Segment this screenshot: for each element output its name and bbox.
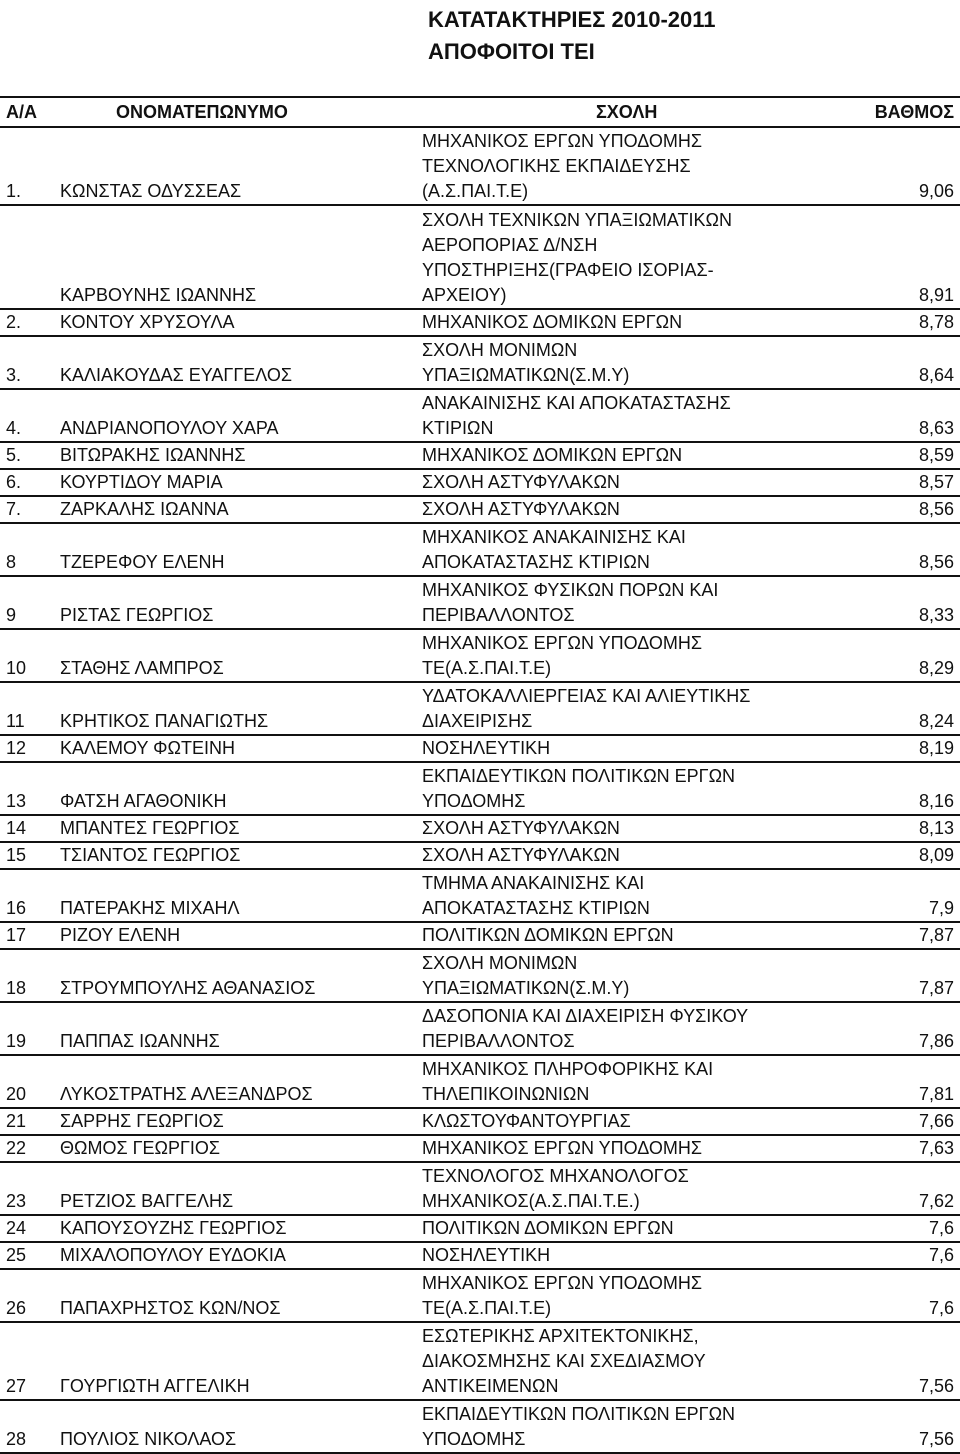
- row-number: 7.: [0, 496, 56, 523]
- school-name: ΠΟΛΙΤΙΚΩΝ ΔΟΜΙΚΩΝ ΕΡΓΩΝ: [418, 922, 873, 949]
- row-number: 19: [0, 1002, 56, 1055]
- rankings-table: [0, 96, 960, 1454]
- table-row: [0, 1242, 960, 1269]
- row-number: 8: [0, 523, 56, 576]
- grade-value: 8,91: [873, 205, 960, 309]
- row-number: 24: [0, 1215, 56, 1242]
- grade-value: 7,6: [873, 1269, 960, 1322]
- school-name: ΤΜΗΜΑ ΑΝΑΚΑΙΝΙΣΗΣ ΚΑΙ ΑΠΟΚΑΤΑΣΤΑΣΗΣ ΚΤΙΡΙΩΝ: [418, 869, 873, 922]
- school-name: ΣΧΟΛΗ ΜΟΝΙΜΩΝ ΥΠΑΞΙΩΜΑΤΙΚΩΝ(Σ.Μ.Υ): [418, 336, 873, 389]
- student-name: ΣΤΡΟΥΜΠΟΥΛΗΣ ΑΘΑΝΑΣΙΟΣ: [56, 949, 418, 1002]
- row-number: 11: [0, 682, 56, 735]
- row-number: 1.: [0, 127, 56, 205]
- table-row: [0, 1002, 960, 1055]
- grade-value: 8,59: [873, 442, 960, 469]
- table-row: [0, 576, 960, 629]
- row-number: 9: [0, 576, 56, 629]
- grade-value: 8,16: [873, 762, 960, 815]
- row-number: 22: [0, 1135, 56, 1162]
- row-number: 28: [0, 1400, 56, 1453]
- grade-value: 9,06: [873, 127, 960, 205]
- student-name: ΣΑΡΡΗΣ ΓΕΩΡΓΙΟΣ: [56, 1108, 418, 1135]
- grade-value: 7,6: [873, 1242, 960, 1269]
- row-number: 15: [0, 842, 56, 869]
- grade-value: 8,78: [873, 309, 960, 336]
- grade-value: 7,81: [873, 1055, 960, 1108]
- school-name: ΜΗΧΑΝΙΚΟΣ ΕΡΓΩΝ ΥΠΟΔΟΜΗΣ ΤΕ(Α.Σ.ΠΑΙ.Τ.Ε): [418, 1269, 873, 1322]
- table-row: [0, 682, 960, 735]
- school-name: ΣΧΟΛΗ ΤΕΧΝΙΚΩΝ ΥΠΑΞΙΩΜΑΤΙΚΩΝ ΑΕΡΟΠΟΡΙΑΣ Δ/ΝΣΗ ΥΠΟΣΤΗΡΙΞΗΣ(ΓΡΑΦΕΙΟ ΙΣΟΡΙΑΣ- ΑΡΧΕΙΟΥ): [418, 205, 873, 309]
- student-name: ΠΑΠΑΧΡΗΣΤΟΣ ΚΩΝ/ΝΟΣ: [56, 1269, 418, 1322]
- student-name: ΚΑΛΕΜΟΥ ΦΩΤΕΙΝΗ: [56, 735, 418, 762]
- student-name: ΚΑΛΙΑΚΟΥΔΑΣ ΕΥΑΓΓΕΛΟΣ: [56, 336, 418, 389]
- row-number: 26: [0, 1269, 56, 1322]
- grade-value: 7,66: [873, 1108, 960, 1135]
- school-name: ΚΛΩΣΤΟΥΦΑΝΤΟΥΡΓΙΑΣ: [418, 1108, 873, 1135]
- row-number: [0, 205, 56, 309]
- row-number: 21: [0, 1108, 56, 1135]
- student-name: ΦΑΤΣΗ ΑΓΑΘΟΝΙΚΗ: [56, 762, 418, 815]
- table-row: [0, 762, 960, 815]
- row-number: 5.: [0, 442, 56, 469]
- grade-value: 7,62: [873, 1162, 960, 1215]
- student-name: ΚΟΝΤΟΥ ΧΡΥΣΟΥΛΑ: [56, 309, 418, 336]
- school-name: ΥΔΑΤΟΚΑΛΛΙΕΡΓΕΙΑΣ ΚΑΙ ΑΛΙΕΥΤΙΚΗΣ ΔΙΑΧΕΙΡΙΣΗΣ: [418, 682, 873, 735]
- student-name: ΚΩΝΣΤΑΣ ΟΔΥΣΣΕΑΣ: [56, 127, 418, 205]
- school-name: ΠΟΛΙΤΙΚΩΝ ΔΟΜΙΚΩΝ ΕΡΓΩΝ: [418, 1215, 873, 1242]
- row-number: 16: [0, 869, 56, 922]
- student-name: ΣΤΑΘΗΣ ΛΑΜΠΡΟΣ: [56, 629, 418, 682]
- student-name: ΠΑΠΠΑΣ ΙΩΑΝΝΗΣ: [56, 1002, 418, 1055]
- column-header-school: ΣΧΟΛΗ: [418, 97, 873, 127]
- school-name: ΜΗΧΑΝΙΚΟΣ ΕΡΓΩΝ ΥΠΟΔΟΜΗΣ: [418, 1135, 873, 1162]
- student-name: ΚΑΠΟΥΣΟΥΖΗΣ ΓΕΩΡΓΙΟΣ: [56, 1215, 418, 1242]
- school-name: ΣΧΟΛΗ ΜΟΝΙΜΩΝ ΥΠΑΞΙΩΜΑΤΙΚΩΝ(Σ.Μ.Υ): [418, 949, 873, 1002]
- grade-value: 7,56: [873, 1400, 960, 1453]
- table-row: [0, 629, 960, 682]
- row-number: 13: [0, 762, 56, 815]
- table-header-row: [0, 97, 960, 127]
- student-name: ΖΑΡΚΑΛΗΣ ΙΩΑΝΝΑ: [56, 496, 418, 523]
- student-name: ΡΕΤΖΙΟΣ ΒΑΓΓΕΛΗΣ: [56, 1162, 418, 1215]
- table-row: [0, 922, 960, 949]
- grade-value: 8,33: [873, 576, 960, 629]
- column-header-grade: ΒΑΘΜΟΣ: [873, 97, 960, 127]
- row-number: 2.: [0, 309, 56, 336]
- school-name: ΜΗΧΑΝΙΚΟΣ ΔΟΜΙΚΩΝ ΕΡΓΩΝ: [418, 442, 873, 469]
- student-name: ΛΥΚΟΣΤΡΑΤΗΣ ΑΛΕΞΑΝΔΡΟΣ: [56, 1055, 418, 1108]
- student-name: ΓΟΥΡΓΙΩΤΗ ΑΓΓΕΛΙΚΗ: [56, 1322, 418, 1400]
- student-name: ΑΝΔΡΙΑΝΟΠΟΥΛΟΥ ΧΑΡΑ: [56, 389, 418, 442]
- school-name: ΣΧΟΛΗ ΑΣΤΥΦΥΛΑΚΩΝ: [418, 496, 873, 523]
- row-number: 6.: [0, 469, 56, 496]
- row-number: 17: [0, 922, 56, 949]
- table-row: [0, 1108, 960, 1135]
- grade-value: 8,24: [873, 682, 960, 735]
- table-row: [0, 1215, 960, 1242]
- grade-value: 8,09: [873, 842, 960, 869]
- document-title: ΚΑΤΑΤΑΚΤΗΡΙΕΣ 2010-2011: [428, 7, 716, 32]
- school-name: ΜΗΧΑΝΙΚΟΣ ΠΛΗΡΟΦΟΡΙΚΗΣ ΚΑΙ ΤΗΛΕΠΙΚΟΙΝΩΝΙΩΝ: [418, 1055, 873, 1108]
- grade-value: 8,56: [873, 496, 960, 523]
- table-row: [0, 127, 960, 205]
- column-header-number: Α/Α: [0, 97, 56, 127]
- table-row: [0, 309, 960, 336]
- student-name: ΡΙΖΟΥ ΕΛΕΝΗ: [56, 922, 418, 949]
- student-name: ΠΑΤΕΡΑΚΗΣ ΜΙΧΑΗΛ: [56, 869, 418, 922]
- school-name: ΣΧΟΛΗ ΑΣΤΥΦΥΛΑΚΩΝ: [418, 469, 873, 496]
- table-row: [0, 949, 960, 1002]
- school-name: ΕΣΩΤΕΡΙΚΗΣ ΑΡΧΙΤΕΚΤΟΝΙΚΗΣ, ΔΙΑΚΟΣΜΗΣΗΣ ΚΑΙ ΣΧΕΔΙΑΣΜΟΥ ΑΝΤΙΚΕΙΜΕΝΩΝ: [418, 1322, 873, 1400]
- school-name: ΜΗΧΑΝΙΚΟΣ ΦΥΣΙΚΩΝ ΠΟΡΩΝ ΚΑΙ ΠΕΡΙΒΑΛΛΟΝΤΟΣ: [418, 576, 873, 629]
- table-row: [0, 1322, 960, 1400]
- school-name: ΣΧΟΛΗ ΑΣΤΥΦΥΛΑΚΩΝ: [418, 815, 873, 842]
- grade-value: 8,57: [873, 469, 960, 496]
- grade-value: 8,63: [873, 389, 960, 442]
- school-name: ΕΚΠΑΙΔΕΥΤΙΚΩΝ ΠΟΛΙΤΙΚΩΝ ΕΡΓΩΝ ΥΠΟΔΟΜΗΣ: [418, 762, 873, 815]
- table-row: [0, 442, 960, 469]
- grade-value: 8,64: [873, 336, 960, 389]
- student-name: ΤΣΙΑΝΤΟΣ ΓΕΩΡΓΙΟΣ: [56, 842, 418, 869]
- grade-value: 7,6: [873, 1215, 960, 1242]
- school-name: ΜΗΧΑΝΙΚΟΣ ΕΡΓΩΝ ΥΠΟΔΟΜΗΣ ΤΕ(Α.Σ.ΠΑΙ.Τ.Ε): [418, 629, 873, 682]
- document-subtitle: ΑΠΟΦΟΙΤΟΙ ΤΕΙ: [428, 39, 595, 64]
- row-number: 3.: [0, 336, 56, 389]
- school-name: ΑΝΑΚΑΙΝΙΣΗΣ ΚΑΙ ΑΠΟΚΑΤΑΣΤΑΣΗΣ ΚΤΙΡΙΩΝ: [418, 389, 873, 442]
- table-row: [0, 735, 960, 762]
- row-number: 20: [0, 1055, 56, 1108]
- grade-value: 7,86: [873, 1002, 960, 1055]
- table-row: [0, 496, 960, 523]
- school-name: ΜΗΧΑΝΙΚΟΣ ΑΝΑΚΑΙΝΙΣΗΣ ΚΑΙ ΑΠΟΚΑΤΑΣΤΑΣΗΣ ΚΤΙΡΙΩΝ: [418, 523, 873, 576]
- student-name: ΡΙΣΤΑΣ ΓΕΩΡΓΙΟΣ: [56, 576, 418, 629]
- student-name: ΒΙΤΩΡΑΚΗΣ ΙΩΑΝΝΗΣ: [56, 442, 418, 469]
- student-name: ΜΠΑΝΤΕΣ ΓΕΩΡΓΙΟΣ: [56, 815, 418, 842]
- table-row: [0, 523, 960, 576]
- grade-value: 7,56: [873, 1322, 960, 1400]
- row-number: 18: [0, 949, 56, 1002]
- table-row: [0, 1269, 960, 1322]
- grade-value: 7,87: [873, 922, 960, 949]
- school-name: ΜΗΧΑΝΙΚΟΣ ΔΟΜΙΚΩΝ ΕΡΓΩΝ: [418, 309, 873, 336]
- student-name: ΚΡΗΤΙΚΟΣ ΠΑΝΑΓΙΩΤΗΣ: [56, 682, 418, 735]
- table-row: [0, 336, 960, 389]
- table-row: [0, 1135, 960, 1162]
- table-row: [0, 1055, 960, 1108]
- school-name: ΝΟΣΗΛΕΥΤΙΚΗ: [418, 1242, 873, 1269]
- table-row: [0, 1400, 960, 1453]
- student-name: ΜΙΧΑΛΟΠΟΥΛΟΥ ΕΥΔΟΚΙΑ: [56, 1242, 418, 1269]
- school-name: ΜΗΧΑΝΙΚΟΣ ΕΡΓΩΝ ΥΠΟΔΟΜΗΣ ΤΕΧΝΟΛΟΓΙΚΗΣ ΕΚΠΑΙΔΕΥΣΗΣ (Α.Σ.ΠΑΙ.Τ.Ε): [418, 127, 873, 205]
- school-name: ΔΑΣΟΠΟΝΙΑ ΚΑΙ ΔΙΑΧΕΙΡΙΣΗ ΦΥΣΙΚΟΥ ΠΕΡΙΒΑΛΛΟΝΤΟΣ: [418, 1002, 873, 1055]
- grade-value: 8,19: [873, 735, 960, 762]
- table-row: [0, 389, 960, 442]
- table-row: [0, 469, 960, 496]
- student-name: ΘΩΜΟΣ ΓΕΩΡΓΙΟΣ: [56, 1135, 418, 1162]
- grade-value: 8,29: [873, 629, 960, 682]
- grade-value: 8,13: [873, 815, 960, 842]
- row-number: 25: [0, 1242, 56, 1269]
- school-name: ΤΕΧΝΟΛΟΓΟΣ ΜΗΧΑΝΟΛΟΓΟΣ ΜΗΧΑΝΙΚΟΣ(Α.Σ.ΠΑΙ.Τ.Ε.): [418, 1162, 873, 1215]
- row-number: 4.: [0, 389, 56, 442]
- school-name: ΕΚΠΑΙΔΕΥΤΙΚΩΝ ΠΟΛΙΤΙΚΩΝ ΕΡΓΩΝ ΥΠΟΔΟΜΗΣ: [418, 1400, 873, 1453]
- student-name: ΠΟΥΛΙΟΣ ΝΙΚΟΛΑΟΣ: [56, 1400, 418, 1453]
- table-row: [0, 815, 960, 842]
- student-name: ΤΖΕΡΕΦΟΥ ΕΛΕΝΗ: [56, 523, 418, 576]
- row-number: 27: [0, 1322, 56, 1400]
- row-number: 10: [0, 629, 56, 682]
- grade-value: 7,87: [873, 949, 960, 1002]
- row-number: 23: [0, 1162, 56, 1215]
- table-row: [0, 205, 960, 309]
- column-header-name: ΟΝΟΜΑΤΕΠΩΝΥΜΟ: [56, 97, 418, 127]
- grade-value: 7,63: [873, 1135, 960, 1162]
- grade-value: 7,9: [873, 869, 960, 922]
- table-row: [0, 842, 960, 869]
- grade-value: 8,56: [873, 523, 960, 576]
- table-row: [0, 1162, 960, 1215]
- school-name: ΝΟΣΗΛΕΥΤΙΚΗ: [418, 735, 873, 762]
- table-row: [0, 869, 960, 922]
- student-name: ΚΟΥΡΤΙΔΟΥ ΜΑΡΙΑ: [56, 469, 418, 496]
- student-name: ΚΑΡΒΟΥΝΗΣ ΙΩΑΝΝΗΣ: [56, 205, 418, 309]
- row-number: 12: [0, 735, 56, 762]
- school-name: ΣΧΟΛΗ ΑΣΤΥΦΥΛΑΚΩΝ: [418, 842, 873, 869]
- row-number: 14: [0, 815, 56, 842]
